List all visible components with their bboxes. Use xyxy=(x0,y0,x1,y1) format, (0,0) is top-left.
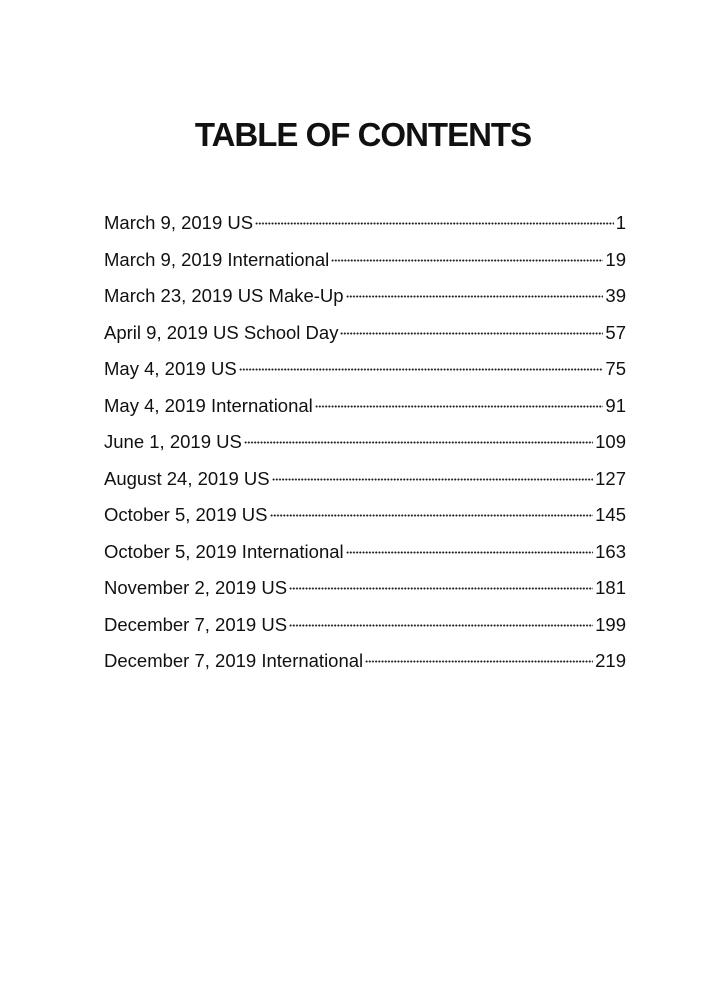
dot-leader xyxy=(239,368,604,371)
dot-leader xyxy=(244,441,593,444)
dot-leader xyxy=(346,295,604,298)
toc-entry-label: April 9, 2019 US School Day xyxy=(104,321,339,343)
toc-entry-label: May 4, 2019 US xyxy=(104,358,237,379)
toc-entry-page: 163 xyxy=(595,540,626,562)
dot-leader xyxy=(272,478,594,481)
dot-leader xyxy=(315,405,604,408)
toc-entry xyxy=(104,246,626,283)
toc-entry-label: August 24, 2019 US xyxy=(104,467,270,489)
toc-entry-page: 199 xyxy=(595,613,626,635)
toc-entry-page: 1 xyxy=(615,212,626,233)
toc-entry-page: 39 xyxy=(605,285,626,306)
dot-leader xyxy=(346,551,593,554)
toc-entry xyxy=(104,319,626,356)
dot-leader xyxy=(331,259,603,262)
dot-leader xyxy=(270,514,594,517)
toc-entry-label: December 7, 2019 International xyxy=(104,650,364,671)
toc-entry-label: March 23, 2019 US Make-Up xyxy=(104,285,344,306)
toc-entry xyxy=(104,574,626,611)
toc-entry xyxy=(104,501,626,538)
toc-entry-page: 57 xyxy=(605,321,626,343)
toc-entry-page: 127 xyxy=(595,467,626,489)
toc-entry xyxy=(104,355,626,392)
toc-entry-page: 91 xyxy=(605,394,626,416)
toc-entry-label: March 9, 2019 International xyxy=(104,248,330,270)
dot-leader xyxy=(365,660,593,663)
toc-entry-label: October 5, 2019 International xyxy=(104,540,344,562)
page-title: TABLE OF CONTENTS xyxy=(194,116,532,153)
toc-entry xyxy=(104,538,626,575)
toc-entry xyxy=(104,647,626,684)
dot-leader xyxy=(255,222,614,225)
dot-leader xyxy=(289,587,593,590)
toc-entry-label: May 4, 2019 International xyxy=(104,394,313,416)
toc-entry-page: 19 xyxy=(605,248,626,270)
toc-entry-label: June 1, 2019 US xyxy=(104,431,242,452)
toc-entry-label: March 9, 2019 US xyxy=(104,212,254,233)
table-of-contents xyxy=(104,209,626,684)
toc-entry-label: November 2, 2019 US xyxy=(104,577,288,598)
toc-entry xyxy=(104,465,626,502)
toc-entry-page: 219 xyxy=(595,650,626,671)
toc-entry-page: 145 xyxy=(595,504,626,525)
toc-entry-page: 181 xyxy=(595,577,626,598)
dot-leader xyxy=(340,332,603,335)
toc-entry-label: October 5, 2019 US xyxy=(104,504,268,525)
toc-entry xyxy=(104,392,626,429)
dot-leader xyxy=(289,624,593,627)
toc-entry-label: December 7, 2019 US xyxy=(104,613,288,635)
toc-entry xyxy=(104,209,626,246)
toc-entry xyxy=(104,282,626,319)
toc-entry-page: 75 xyxy=(605,358,626,379)
toc-entry-page: 109 xyxy=(595,431,626,452)
toc-entry xyxy=(104,428,626,465)
toc-entry xyxy=(104,611,626,648)
